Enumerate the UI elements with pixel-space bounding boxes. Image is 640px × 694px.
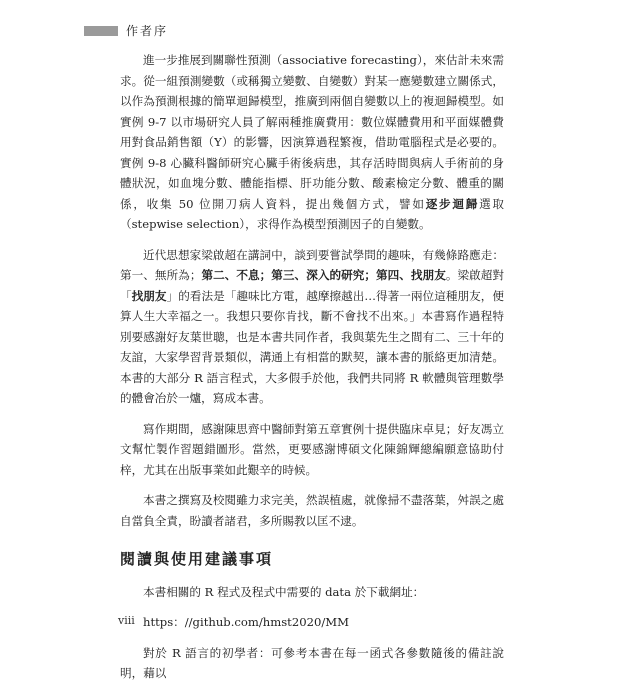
- bold-phrase: 第二、不息；第三、深入的研究；第四、找朋友: [201, 268, 446, 282]
- header-bar: [84, 26, 118, 36]
- download-text: 本書相關的 R 程式及程式中需要的 data 於下載網址：: [143, 584, 425, 599]
- bold-phrase: 逐步迴歸: [425, 196, 480, 211]
- bold-phrase: 找朋友: [131, 288, 167, 303]
- page-content: [120, 50, 504, 694]
- page-number: viii: [118, 614, 135, 627]
- paragraph-text: 。梁啟超對「: [120, 268, 504, 303]
- beginner-note: 對於 R 語言的初學者：可參考本書在每一函式各參數隨後的備註說明，藉以: [120, 645, 504, 680]
- section-heading: 閱讀與使用建議事項: [120, 550, 274, 568]
- paragraph-liang-qichao: [120, 245, 504, 409]
- paragraph-acknowledgements: [120, 419, 504, 481]
- paragraph-text: 進一步推展到關聯性預測（associative forecasting），來估計未來需求。從一組預測變數（或稱獨立變數、自變數）對某一應變數建立關係式，以作為預測根據的簡單迴歸模型，推廣到兩個自變數以上的複迴歸模型。如實例 9-7 以市場研究人員了解兩種推廣費用：數位媒體費用和平面媒體費用對食品銷售額（Y）的影響，因演算過程繁複，借助電腦程式是必要的。實例 9-8 心臟科醫師研究心臟手術後病患，其存活時間與病人手術前的身體狀況，如血塊分數、體能指標、肝功能分數、酸素檢定分數、體重的關係，收集 50 位開刀病人資料，提出幾個方式，譬如: [120, 53, 504, 211]
- page-header-title: 作者序: [126, 24, 169, 38]
- download-url: https：//github.com/hmst2020/MM: [143, 615, 349, 629]
- paragraph-forecasting: [120, 50, 504, 235]
- paragraph-errata: [120, 490, 504, 531]
- paragraph-text: 選取（stepwise selection），求得作為模型預測因子的自變數。: [120, 196, 504, 231]
- paragraph-text: 」的看法是「趣味比方電，越摩擦越出…得著一兩位這種朋友，便算人生大幸福之一。我想只要你肯找，斷不會找不出來。」本書寫作過程特別要感謝好友葉世聰，也是本書共同作者，我與葉先生之間有二、三十年的友誼，大家學習背景類似，溝通上有相當的默契，讓本書的脈絡更加清楚。本書的大部分 R 語言程式，大多假手於他，我們共同將 R 軟體與管理數學的體會冶於一爐，寫成本書。: [120, 288, 504, 405]
- paragraph-text: 寫作期間，感謝陳思齊中醫師對第五章實例十提供臨床卓見；好友馮立文幫忙製作習題錯圖形。當然，更要感謝博碩文化陳錦輝總編願意協助付梓，尤其在出版事業如此艱辛的時候。: [120, 421, 504, 477]
- paragraph-text: 本書之撰寫及校閱雖力求完美，然誤植處，就像掃不盡落葉，舛誤之處自當負全責，盼讀者諸君，多所賜教以匡不逮。: [120, 493, 504, 528]
- paragraph-text: 近代思想家梁啟超在講詞中，談到要嘗試學問的趣味，有幾條路應走：第一、無所為；: [120, 247, 504, 282]
